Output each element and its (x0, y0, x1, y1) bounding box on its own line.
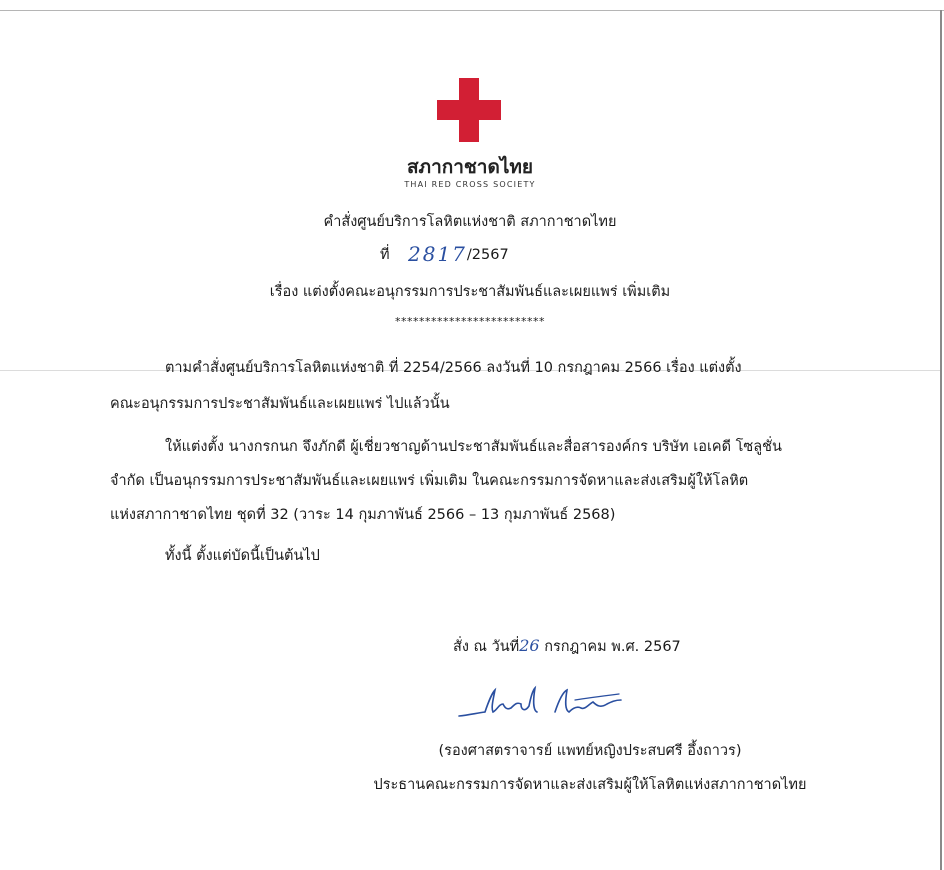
signer-title: ประธานคณะกรรมการจัดหาและส่งเสริมผู้ให้โลหิตแห่งสภากาชาดไทย (373, 777, 807, 793)
separator-stars: ************************* (395, 315, 545, 328)
handwritten-signature (455, 682, 625, 722)
order-subject: เรื่อง แต่งตั้งคณะอนุกรรมการประชาสัมพันธ์และเผยแพร่ เพิ่มเติม (269, 284, 671, 300)
signer-name: (รองศาสตราจารย์ แพทย์หญิงประสบศรี อึ้งถาวร) (438, 743, 742, 759)
org-name-thai: สภากาชาดไทย (406, 156, 534, 178)
paragraph-2-line-3: แห่งสภากาชาดไทย ชุดที่ 32 (วาระ 14 กุมภาพันธ์ 2566 – 13 กุมภาพันธ์ 2568) (110, 507, 616, 523)
paragraph-1-line-1: ตามคำสั่งศูนย์บริการโลหิตแห่งชาติ ที่ 2254/2566 ลงวันที่ 10 กรกฎาคม 2566 เรื่อง แต่งตั้ง (165, 360, 742, 376)
order-number (380, 244, 509, 265)
order-number-year: /2567 (466, 247, 509, 263)
red-cross-icon (437, 78, 501, 142)
order-number-prefix: ที่ (380, 247, 390, 263)
date-rest: กรกฎาคม พ.ศ. 2567 (544, 639, 681, 655)
date-day-handwritten: 26 (519, 636, 540, 655)
paragraph-2-line-2: จำกัด เป็นอนุกรรมการประชาสัมพันธ์และเผยแพร่ เพิ่มเติม ในคณะกรรมการจัดหาและส่งเสริมผู้ให้โลหิต (110, 473, 749, 489)
paragraph-2-line-1: ให้แต่งตั้ง นางกรกนก จึงภักดี ผู้เชี่ยวชาญด้านประชาสัมพันธ์และสื่อสารองค์กร บริษัท เอเคดี โซลูชั่น (165, 439, 782, 455)
page-edge-right (940, 10, 942, 870)
order-date (453, 636, 681, 657)
page-edge-top (0, 10, 944, 11)
order-title: คำสั่งศูนย์บริการโลหิตแห่งชาติ สภากาชาดไทย (323, 214, 617, 230)
date-prefix: สั่ง ณ วันที่ (453, 639, 520, 655)
order-number-handwritten: 2817 (408, 242, 467, 266)
paragraph-3: ทั้งนี้ ตั้งแต่บัดนี้เป็นต้นไป (165, 548, 320, 564)
org-name-english: THAI RED CROSS SOCIETY (404, 180, 536, 189)
paragraph-1-line-2: คณะอนุกรรมการประชาสัมพันธ์และเผยแพร่ ไปแล้วนั้น (110, 396, 450, 412)
